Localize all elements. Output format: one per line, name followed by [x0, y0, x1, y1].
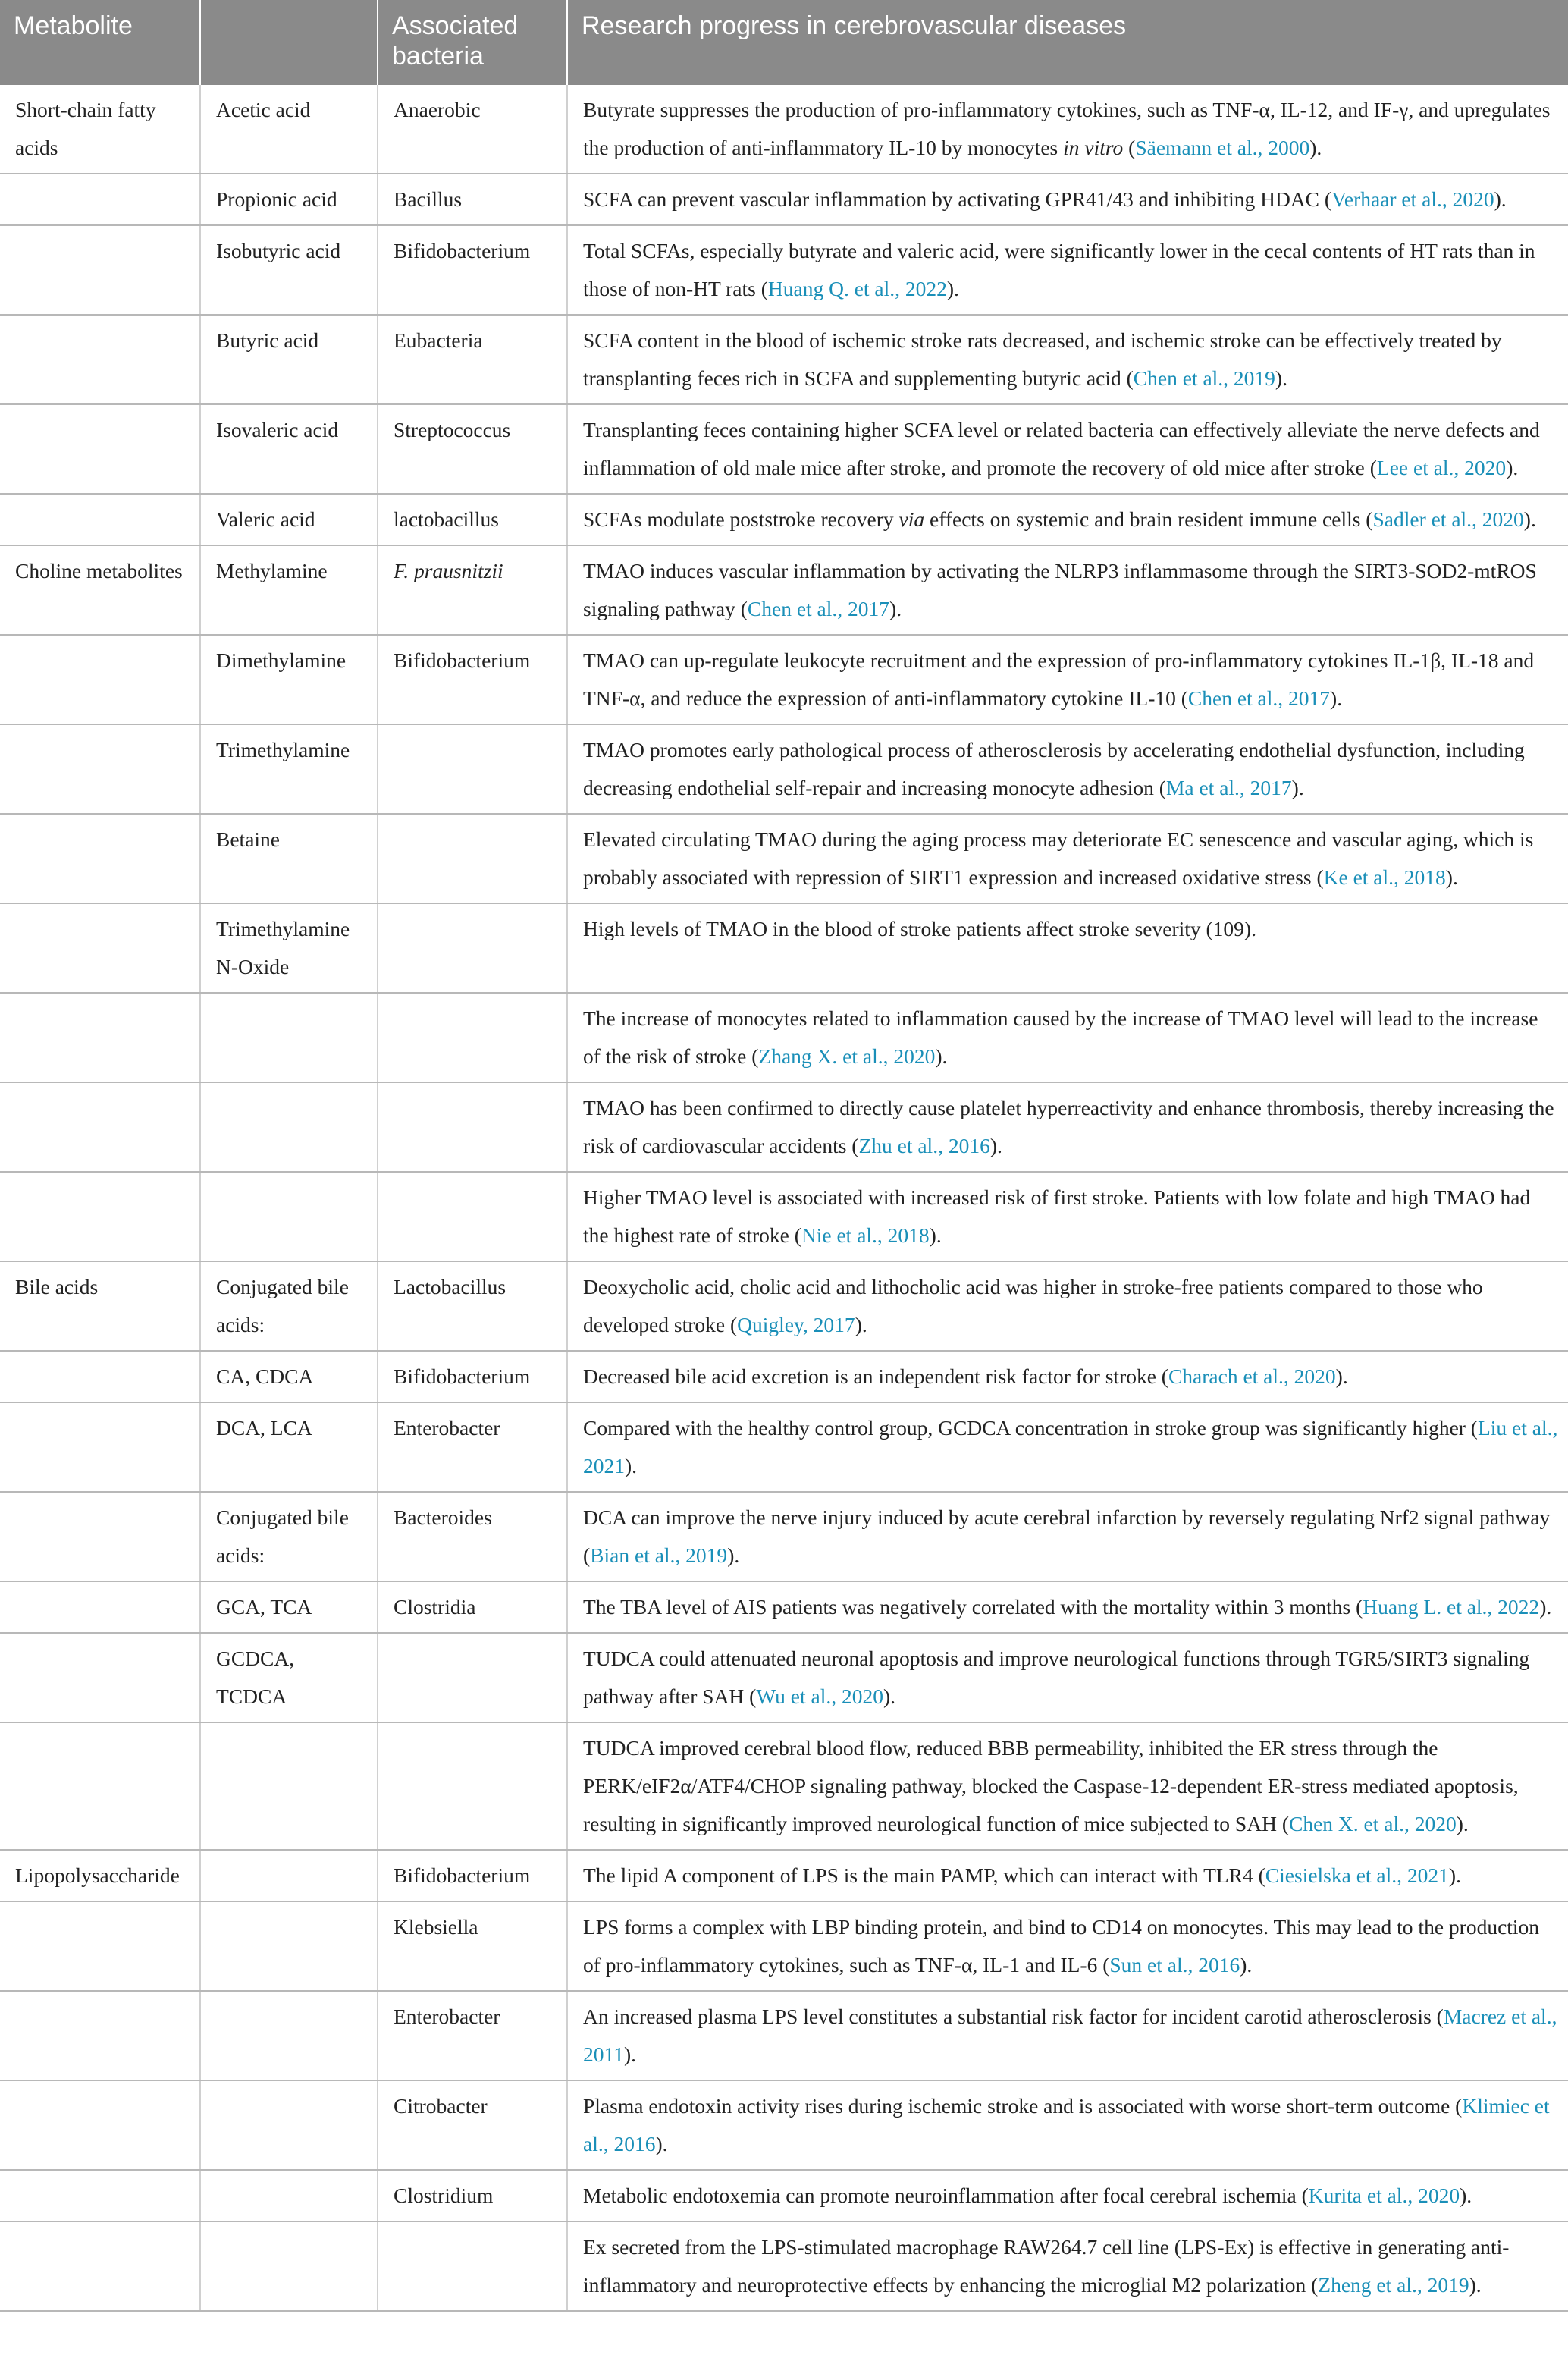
- cell-associated-bacteria: [378, 724, 567, 814]
- cell-research-progress: [567, 1991, 1568, 2080]
- description-text-end: ).: [1448, 1863, 1461, 1887]
- description-text: High levels of TMAO in the blood of stroke patients affect stroke severity (109).: [583, 917, 1256, 940]
- bacteria-name: lactobacillus: [394, 507, 499, 531]
- citation-link[interactable]: Chen X. et al., 2020: [1288, 1812, 1457, 1835]
- table-row: [0, 724, 1568, 814]
- description-text-end: ).: [1494, 187, 1507, 211]
- description-text-end: ).: [727, 1543, 740, 1567]
- cell-research-progress: [567, 404, 1568, 494]
- table-row: [0, 174, 1568, 225]
- cell-research-progress: [567, 1722, 1568, 1850]
- citation-link[interactable]: Huang L. et al., 2022: [1363, 1595, 1540, 1619]
- description-text: SCFA content in the blood of ischemic stroke rats decreased, and ischemic stroke can be effectively treated by transplanting feces rich in SCFA and supplementing butyric acid (: [583, 328, 1502, 390]
- citation-link[interactable]: Wu et al., 2020: [756, 1685, 884, 1708]
- citation-link[interactable]: Sun et al., 2016: [1109, 1953, 1240, 1977]
- cell-associated-bacteria: [378, 404, 567, 494]
- description-text: TMAO induces vascular inflammation by activating the NLRP3 inflammasome through the SIRT3-SOD2-mtROS signaling pathway (: [583, 559, 1537, 620]
- citation-link[interactable]: Ma et al., 2017: [1165, 776, 1292, 799]
- cell-metabolite-subtype: [200, 993, 378, 1082]
- cell-metabolite: [0, 1082, 200, 1172]
- cell-metabolite-subtype: DCA, LCA: [200, 1402, 378, 1492]
- table-row: [0, 2221, 1568, 2311]
- description-text-end: ).: [1275, 366, 1287, 390]
- description-text-continued: (: [1123, 136, 1136, 159]
- table-row: [0, 903, 1568, 993]
- cell-associated-bacteria: [378, 2080, 567, 2170]
- bacteria-name: Streptococcus: [394, 418, 511, 441]
- cell-metabolite: [0, 993, 200, 1082]
- table-row: [0, 635, 1568, 724]
- cell-metabolite: [0, 2221, 200, 2311]
- cell-metabolite: [0, 1492, 200, 1581]
- cell-associated-bacteria: [378, 1722, 567, 1850]
- citation-link[interactable]: Liu et al., 2021: [583, 1416, 1558, 1477]
- description-text-end: ).: [1291, 776, 1304, 799]
- cell-metabolite-subtype: GCA, TCA: [200, 1581, 378, 1633]
- citation-link[interactable]: Macrez et al., 2011: [583, 2005, 1557, 2066]
- table-row: [0, 85, 1568, 174]
- description-text: An increased plasma LPS level constitutes a substantial risk factor for incident carotid atherosclerosis (: [583, 2005, 1444, 2028]
- description-text: DCA can improve the nerve injury induced by acute cerebral infarction by reversely regulating Nrf2 signal pathway (: [583, 1506, 1551, 1567]
- cell-metabolite-subtype: Acetic acid: [200, 85, 378, 174]
- header-subtype: [200, 0, 378, 85]
- description-text-end: ).: [625, 1454, 638, 1477]
- description-text: SCFAs modulate poststroke recovery: [583, 507, 899, 531]
- bacteria-name: Citrobacter: [394, 2094, 488, 2118]
- cell-metabolite: [0, 1722, 200, 1850]
- cell-associated-bacteria: [378, 1901, 567, 1991]
- cell-metabolite: [0, 2170, 200, 2221]
- table-row: [0, 1850, 1568, 1901]
- citation-link[interactable]: Charach et al., 2020: [1168, 1364, 1336, 1388]
- cell-metabolite: [0, 1991, 200, 2080]
- cell-associated-bacteria: [378, 225, 567, 315]
- table-row: [0, 993, 1568, 1082]
- description-text-continued: effects on systemic and brain resident immune cells (: [924, 507, 1373, 531]
- table-row: [0, 814, 1568, 903]
- cell-metabolite-subtype: Conjugated bile acids:: [200, 1492, 378, 1581]
- description-text-end: ).: [935, 1044, 948, 1068]
- description-text: SCFA can prevent vascular inflammation by activating GPR41/43 and inhibiting HDAC (: [583, 187, 1332, 211]
- description-text: TUDCA could attenuated neuronal apoptosis and improve neurological functions through TGR5/SIRT3 signaling pathway after SAH (: [583, 1647, 1530, 1708]
- cell-research-progress: [567, 1581, 1568, 1633]
- table-row: [0, 2080, 1568, 2170]
- table-row: [0, 494, 1568, 545]
- description-text-end: ).: [1506, 456, 1519, 479]
- cell-metabolite-subtype: [200, 1901, 378, 1991]
- cell-metabolite-subtype: Methylamine: [200, 545, 378, 635]
- cell-associated-bacteria: [378, 1351, 567, 1402]
- description-text: Metabolic endotoxemia can promote neuroinflammation after focal cerebral ischemia (: [583, 2184, 1309, 2207]
- table-row: [0, 1082, 1568, 1172]
- description-text-end: ).: [989, 1134, 1002, 1157]
- bacteria-name: F. prausnitzii: [394, 559, 503, 582]
- citation-link[interactable]: Sadler et al., 2020: [1372, 507, 1524, 531]
- cell-associated-bacteria: [378, 85, 567, 174]
- description-text-end: ).: [946, 277, 959, 300]
- cell-research-progress: [567, 2221, 1568, 2311]
- cell-research-progress: [567, 2080, 1568, 2170]
- description-text-end: ).: [1445, 865, 1458, 889]
- description-emphasis: in vitro: [1063, 136, 1124, 159]
- description-text: TUDCA improved cerebral blood flow, reduced BBB permeability, inhibited the ER stress through the PERK/eIF2α/ATF4/CHOP signaling pathway, blocked the Caspase-12-dependent ER-stress mediated apoptosis, resulting in significantly improved neurological function of mice subjected to SAH (: [583, 1736, 1519, 1835]
- cell-associated-bacteria: [378, 993, 567, 1082]
- table-row: [0, 1722, 1568, 1850]
- citation-link[interactable]: Chen et al., 2019: [1133, 366, 1275, 390]
- cell-research-progress: [567, 1402, 1568, 1492]
- description-text: TMAO promotes early pathological process of atherosclerosis by accelerating endothelial dysfunction, including decreasing endothelial self-repair and increasing monocyte adhesion (: [583, 738, 1525, 799]
- table-body: [0, 85, 1568, 2311]
- cell-research-progress: [567, 814, 1568, 903]
- cell-metabolite: [0, 315, 200, 404]
- description-text-end: ).: [889, 597, 902, 620]
- cell-metabolite-subtype: [200, 1082, 378, 1172]
- bacteria-name: Clostridium: [394, 2184, 494, 2207]
- cell-associated-bacteria: [378, 545, 567, 635]
- description-text: Higher TMAO level is associated with increased risk of first stroke. Patients with low folate and high TMAO had the highest rate of stroke (: [583, 1185, 1531, 1247]
- cell-associated-bacteria: [378, 1633, 567, 1722]
- cell-associated-bacteria: [378, 1402, 567, 1492]
- cell-metabolite: [0, 404, 200, 494]
- cell-metabolite: Choline metabolites: [0, 545, 200, 635]
- description-text: TMAO has been confirmed to directly cause platelet hyperreactivity and enhance thrombosis, thereby increasing the risk of cardiovascular accidents (: [583, 1096, 1554, 1157]
- cell-metabolite-subtype: Betaine: [200, 814, 378, 903]
- description-text: Plasma endotoxin activity rises during ischemic stroke and is associated with worse short-term outcome (: [583, 2094, 1463, 2118]
- cell-metabolite: Bile acids: [0, 1261, 200, 1351]
- cell-metabolite-subtype: [200, 1991, 378, 2080]
- cell-metabolite: [0, 1402, 200, 1492]
- cell-metabolite-subtype: Isovaleric acid: [200, 404, 378, 494]
- description-text: The TBA level of AIS patients was negatively correlated with the mortality within 3 months (: [583, 1595, 1363, 1619]
- cell-associated-bacteria: [378, 903, 567, 993]
- cell-associated-bacteria: [378, 1991, 567, 2080]
- description-text-end: ).: [623, 2042, 637, 2066]
- description-text-end: ).: [1539, 1595, 1552, 1619]
- cell-research-progress: [567, 1850, 1568, 1901]
- cell-associated-bacteria: [378, 315, 567, 404]
- cell-metabolite: [0, 1581, 200, 1633]
- table-row: [0, 404, 1568, 494]
- cell-associated-bacteria: [378, 494, 567, 545]
- bacteria-name: Klebsiella: [394, 1915, 478, 1939]
- header-row: [0, 0, 1568, 85]
- cell-research-progress: [567, 1082, 1568, 1172]
- cell-metabolite-subtype: Isobutyric acid: [200, 225, 378, 315]
- citation-link[interactable]: Zhang X. et al., 2020: [758, 1044, 936, 1068]
- cell-metabolite: [0, 1351, 200, 1402]
- description-text-end: ).: [1460, 2184, 1472, 2207]
- cell-metabolite-subtype: GCDCA, TCDCA: [200, 1633, 378, 1722]
- cell-metabolite: [0, 174, 200, 225]
- table-row: [0, 1581, 1568, 1633]
- description-text: Compared with the healthy control group, GCDCA concentration in stroke group was significantly higher (: [583, 1416, 1478, 1440]
- description-text-end: ).: [1523, 507, 1536, 531]
- bacteria-name: Lactobacillus: [394, 1275, 506, 1298]
- citation-link[interactable]: Lee et al., 2020: [1376, 456, 1507, 479]
- cell-research-progress: [567, 724, 1568, 814]
- description-text-end: ).: [655, 2132, 668, 2155]
- bacteria-name: Enterobacter: [394, 2005, 500, 2028]
- cell-metabolite-subtype: [200, 1172, 378, 1261]
- citation-link[interactable]: Zheng et al., 2019: [1318, 2273, 1469, 2297]
- bacteria-name: Eubacteria: [394, 328, 483, 352]
- cell-research-progress: [567, 85, 1568, 174]
- citation-link[interactable]: Chen et al., 2017: [747, 597, 890, 620]
- cell-research-progress: [567, 1261, 1568, 1351]
- table-row: [0, 1261, 1568, 1351]
- citation-link[interactable]: Säemann et al., 2000: [1135, 136, 1310, 159]
- citation-link[interactable]: Bian et al., 2019: [590, 1543, 728, 1567]
- description-text-end: ).: [1309, 136, 1322, 159]
- citation-link[interactable]: Verhaar et al., 2020: [1331, 187, 1494, 211]
- cell-associated-bacteria: [378, 814, 567, 903]
- citation-link[interactable]: Kurita et al., 2020: [1308, 2184, 1460, 2207]
- cell-metabolite-subtype: CA, CDCA: [200, 1351, 378, 1402]
- cell-metabolite-subtype: Dimethylamine: [200, 635, 378, 724]
- cell-research-progress: [567, 1172, 1568, 1261]
- table-row: [0, 1351, 1568, 1402]
- cell-associated-bacteria: [378, 1261, 567, 1351]
- description-text-end: ).: [1469, 2273, 1482, 2297]
- description-text: Butyrate suppresses the production of pro-inflammatory cytokines, such as TNF-α, IL-12, and IF-γ, and upregulates the production of anti-inflammatory IL-10 by monocytes: [583, 98, 1551, 159]
- cell-metabolite: [0, 903, 200, 993]
- citation-link[interactable]: Ke et al., 2018: [1323, 865, 1446, 889]
- bacteria-name: Clostridia: [394, 1595, 476, 1619]
- cell-metabolite: Lipopolysaccharide: [0, 1850, 200, 1901]
- description-text: Ex secreted from the LPS-stimulated macrophage RAW264.7 cell line (LPS-Ex) is effective in generating anti-inflammatory and neuroprotective effects by enhancing the microglial M2 polarization (: [583, 2235, 1510, 2297]
- citation-link[interactable]: Ciesielska et al., 2021: [1265, 1863, 1449, 1887]
- cell-metabolite-subtype: Trimethylamine: [200, 724, 378, 814]
- description-text-end: ).: [1456, 1812, 1469, 1835]
- cell-associated-bacteria: [378, 635, 567, 724]
- description-text: TMAO can up-regulate leukocyte recruitment and the expression of pro-inflammatory cytokines IL-1β, IL-18 and TNF-α, and reduce the expression of anti-inflammatory cytokine IL-10 (: [583, 648, 1535, 710]
- citation-link[interactable]: Quigley, 2017: [737, 1313, 855, 1336]
- cell-metabolite-subtype: [200, 2170, 378, 2221]
- description-text-end: ).: [929, 1223, 942, 1247]
- table-row: [0, 545, 1568, 635]
- header-research-progress: Research progress in cerebrovascular diseases: [567, 0, 1568, 85]
- cell-associated-bacteria: [378, 2170, 567, 2221]
- table-row: [0, 1633, 1568, 1722]
- cell-research-progress: [567, 1492, 1568, 1581]
- cell-research-progress: [567, 993, 1568, 1082]
- cell-metabolite-subtype: Butyric acid: [200, 315, 378, 404]
- description-text: LPS forms a complex with LBP binding protein, and bind to CD14 on monocytes. This may lead to the production of pro-inflammatory cytokines, such as TNF-α, IL-1 and IL-6 (: [583, 1915, 1540, 1977]
- citation-link[interactable]: Nie et al., 2018: [801, 1223, 930, 1247]
- description-text: The lipid A component of LPS is the main PAMP, which can interact with TLR4 (: [583, 1863, 1265, 1887]
- cell-associated-bacteria: [378, 1492, 567, 1581]
- description-text-end: ).: [1330, 686, 1343, 710]
- table-row: [0, 1172, 1568, 1261]
- table-row: [0, 315, 1568, 404]
- description-text: Decreased bile acid excretion is an independent risk factor for stroke (: [583, 1364, 1168, 1388]
- cell-metabolite: [0, 494, 200, 545]
- bacteria-name: Bifidobacterium: [394, 648, 531, 672]
- cell-metabolite: [0, 724, 200, 814]
- cell-research-progress: [567, 1633, 1568, 1722]
- description-text-end: ).: [855, 1313, 867, 1336]
- cell-associated-bacteria: [378, 1082, 567, 1172]
- cell-research-progress: [567, 494, 1568, 545]
- bacteria-name: Enterobacter: [394, 1416, 500, 1440]
- citation-link[interactable]: Klimiec et al., 2016: [583, 2094, 1550, 2155]
- cell-metabolite-subtype: Conjugated bile acids:: [200, 1261, 378, 1351]
- table-row: [0, 1492, 1568, 1581]
- cell-research-progress: [567, 315, 1568, 404]
- table-row: [0, 2170, 1568, 2221]
- cell-metabolite: [0, 1172, 200, 1261]
- cell-metabolite-subtype: [200, 1850, 378, 1901]
- citation-link[interactable]: Chen et al., 2017: [1187, 686, 1331, 710]
- cell-metabolite-subtype: Propionic acid: [200, 174, 378, 225]
- cell-metabolite: [0, 1901, 200, 1991]
- table-row: [0, 225, 1568, 315]
- description-text: Transplanting feces containing higher SCFA level or related bacteria can effectively alleviate the nerve defects and inflammation of old male mice after stroke, and promote the recovery of old mice after stroke (: [583, 418, 1540, 479]
- table-row: [0, 1901, 1568, 1991]
- description-text: Elevated circulating TMAO during the aging process may deteriorate EC senescence and vascular aging, which is probably associated with repression of SIRT1 expression and increased oxidative stress (: [583, 827, 1534, 889]
- cell-research-progress: [567, 174, 1568, 225]
- cell-metabolite-subtype: Trimethylamine N-Oxide: [200, 903, 378, 993]
- header-associated-bacteria: Associated bacteria: [378, 0, 567, 85]
- cell-metabolite-subtype: [200, 2080, 378, 2170]
- description-text-end: ).: [1240, 1953, 1253, 1977]
- cell-metabolite: [0, 225, 200, 315]
- bacteria-name: Bacteroides: [394, 1506, 492, 1529]
- bacteria-name: Anaerobic: [394, 98, 481, 121]
- cell-research-progress: [567, 2170, 1568, 2221]
- bacteria-name: Bifidobacterium: [394, 239, 531, 262]
- cell-research-progress: [567, 903, 1568, 993]
- cell-metabolite: Short-chain fatty acids: [0, 85, 200, 174]
- description-text: Deoxycholic acid, cholic acid and lithocholic acid was higher in stroke-free patients compared to those who developed stroke (: [583, 1275, 1483, 1336]
- cell-metabolite: [0, 2080, 200, 2170]
- cell-metabolite-subtype: [200, 1722, 378, 1850]
- description-text: The increase of monocytes related to inflammation caused by the increase of TMAO level will lead to the increase of the risk of stroke (: [583, 1006, 1538, 1068]
- cell-associated-bacteria: [378, 1581, 567, 1633]
- description-text-end: ).: [883, 1685, 896, 1708]
- cell-metabolite: [0, 814, 200, 903]
- header-metabolite: Metabolite: [14, 11, 133, 40]
- cell-metabolite: [0, 635, 200, 724]
- cell-metabolite-subtype: [200, 2221, 378, 2311]
- cell-research-progress: [567, 1351, 1568, 1402]
- table-row: [0, 1991, 1568, 2080]
- cell-associated-bacteria: [378, 1172, 567, 1261]
- cell-research-progress: [567, 635, 1568, 724]
- bacteria-name: Bifidobacterium: [394, 1364, 531, 1388]
- table-row: [0, 1402, 1568, 1492]
- cell-research-progress: [567, 545, 1568, 635]
- cell-associated-bacteria: [378, 2221, 567, 2311]
- table-header: [0, 0, 1568, 85]
- bacteria-name: Bacillus: [394, 187, 463, 211]
- description-text-end: ).: [1335, 1364, 1348, 1388]
- description-text: Total SCFAs, especially butyrate and valeric acid, were significantly lower in the cecal contents of HT rats than in those of non-HT rats (: [583, 239, 1535, 300]
- description-emphasis: via: [898, 507, 925, 531]
- cell-associated-bacteria: [378, 1850, 567, 1901]
- cell-associated-bacteria: [378, 174, 567, 225]
- cell-metabolite-subtype: Valeric acid: [200, 494, 378, 545]
- citation-link[interactable]: Huang Q. et al., 2022: [767, 277, 947, 300]
- bacteria-name: Bifidobacterium: [394, 1863, 531, 1887]
- cell-metabolite: [0, 1633, 200, 1722]
- cell-research-progress: [567, 225, 1568, 315]
- citation-link[interactable]: Zhu et al., 2016: [858, 1134, 990, 1157]
- cell-research-progress: [567, 1901, 1568, 1991]
